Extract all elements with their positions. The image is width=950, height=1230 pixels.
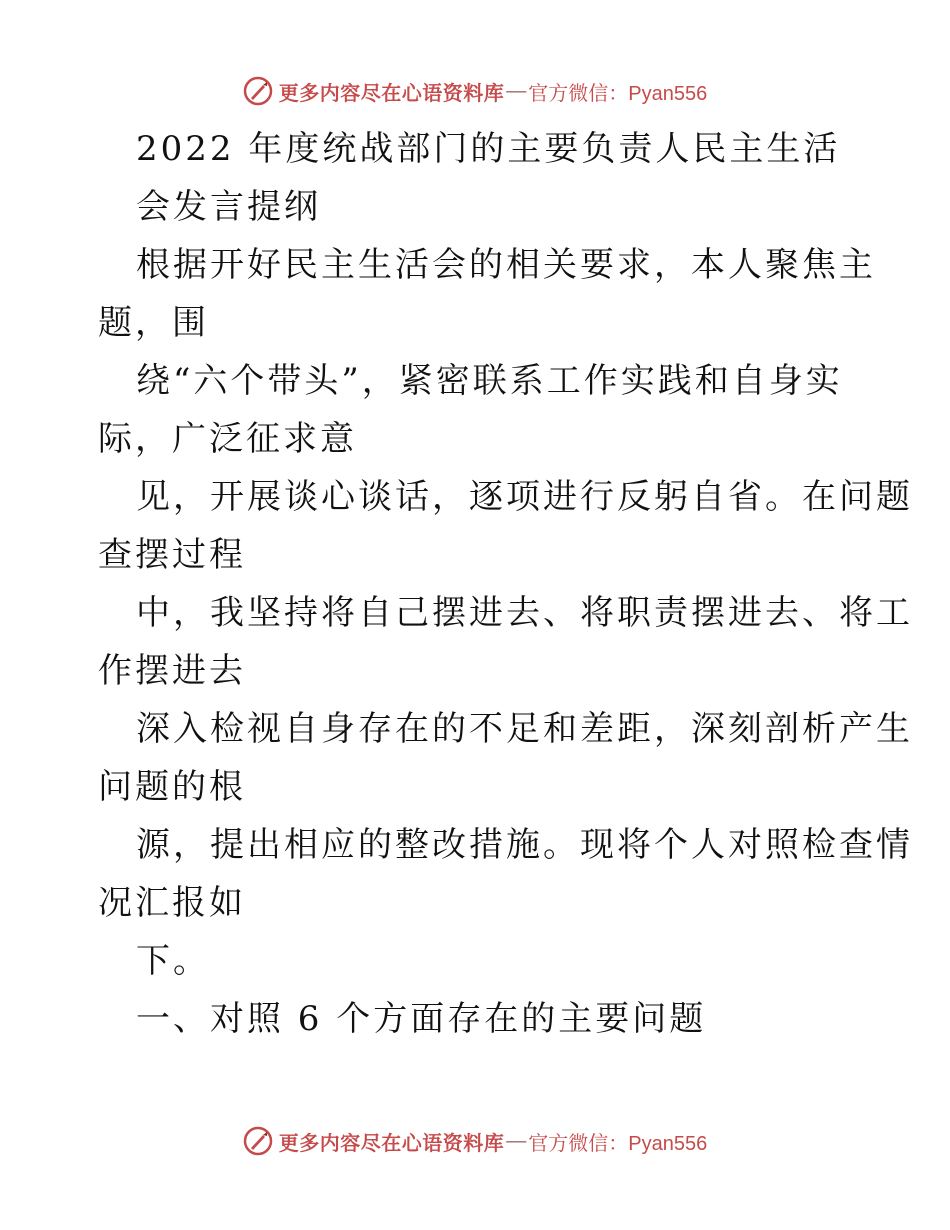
quill-logo-icon	[243, 76, 273, 106]
footer-banner	[0, 1121, 950, 1161]
section-heading: 一、对照 6 个方面存在的主要问题	[136, 999, 707, 1039]
banner-wechat: 官方微信：Pyan556	[528, 1132, 708, 1155]
paragraph-line: 际，广泛征求意	[98, 419, 357, 459]
paragraph-line: 根据开好民主生活会的相关要求，本人聚焦主	[136, 245, 876, 285]
quill-logo-icon	[243, 1126, 273, 1156]
paragraph-line: 问题的根	[98, 767, 246, 807]
document-body	[98, 120, 913, 1048]
paragraph-line: 见，开展谈心谈话，逐项进行反躬自省。在问题	[136, 477, 913, 517]
paragraph-line: 绕“六个带头”，紧密联系工作实践和自身实	[136, 361, 843, 401]
header-banner	[0, 71, 950, 111]
paragraph-line: 况汇报如	[98, 883, 246, 923]
banner-text: 更多内容尽在心语资料库	[278, 1132, 505, 1155]
paragraph-line: 作摆进去	[98, 651, 246, 691]
banner-wechat: 官方微信：Pyan556	[528, 82, 708, 105]
title-line-2: 会发言提纲	[136, 187, 321, 227]
paragraph-line: 下。	[136, 941, 210, 981]
paragraph-line: 源，提出相应的整改措施。现将个人对照检查情	[136, 825, 913, 865]
banner-separator: —	[506, 1129, 527, 1152]
title-line-1: 2022 年度统战部门的主要负责人民主生活	[136, 129, 841, 169]
paragraph-line: 中，我坚持将自己摆进去、将职责摆进去、将工	[136, 593, 913, 633]
paragraph-line: 查摆过程	[98, 535, 246, 575]
banner-separator: —	[506, 79, 527, 102]
paragraph-line: 深入检视自身存在的不足和差距，深刻剖析产生	[136, 709, 913, 749]
banner-text: 更多内容尽在心语资料库	[278, 82, 505, 105]
paragraph-line: 题，围	[98, 303, 209, 343]
